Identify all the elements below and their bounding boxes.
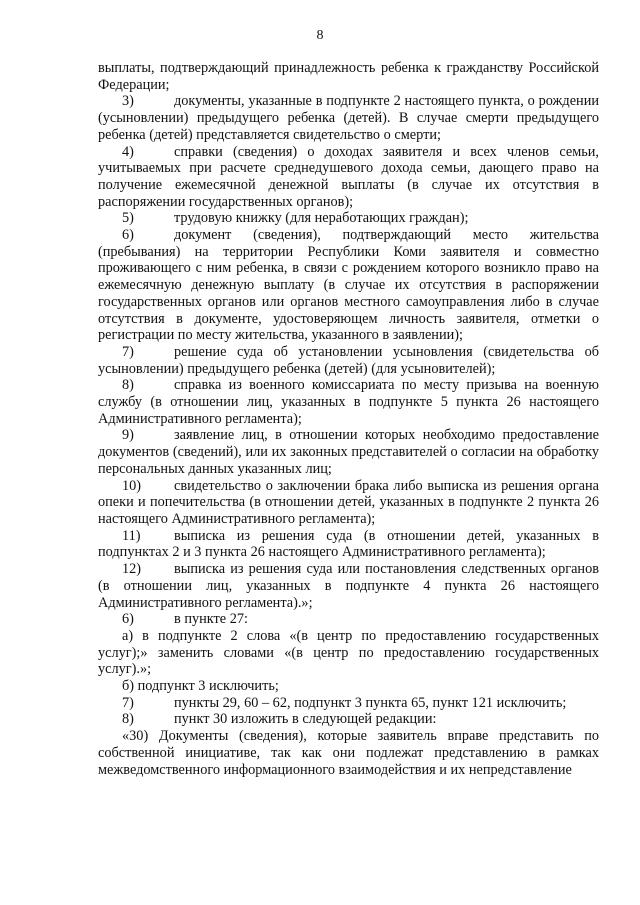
paragraph-item-4 [98,144,599,211]
page-number: 8 [316,28,324,43]
paragraph-item-7 [98,344,599,377]
paragraph-item-11 [98,528,599,561]
item-number: 11) [122,527,141,544]
paragraph-item-6-point-27 [98,611,599,628]
item-number: 7) [122,694,134,711]
paragraph-text: документ (сведения), подтверждающий место жительства (пребывания) на территории Республики Коми заявителя и совместно проживающего с ним ребенка, в связи с рождением которого возникло право на ежемесячную денежную выплату (в случае их отсутствия в распоряжении государственных органов или органов местного самоуправления либо в случае отсутствия в документе, удостоверяющем личность заявителя, отметки о регистрации по месту жительства, указанного в заявлении); [98,227,599,344]
paragraph-item-8 [98,377,599,427]
paragraph-quote-30 [98,728,599,778]
item-number: 9) [122,427,134,444]
paragraph-text: решение суда об установлении усыновления (свидетельства об усыновлении) предыдущего ребенка (детей) (для усыновителей); [98,343,599,377]
item-number: 8) [122,711,134,728]
paragraph-item-6 [98,227,599,344]
paragraph-item-5 [98,210,599,227]
paragraph-text: б) подпункт 3 исключить; [122,678,279,695]
paragraph-item-3 [98,93,599,143]
paragraph-text: документы, указанные в подпункте 2 настоящего пункта, о рождении (усыновлении) предыдущего ребенка (детей). В случае смерти предыдущего ребенка (детей) представляется свидетельство о смерти; [98,93,599,143]
paragraph-text: пункт 30 изложить в следующей редакции: [174,711,437,728]
item-number: 10) [122,477,142,494]
item-number: 3) [122,93,134,110]
item-number: 8) [122,377,134,394]
paragraph-text: выплаты, подтверждающий принадлежность ребенка к гражданству Российской Федерации; [98,60,599,93]
paragraph-item-10 [98,478,599,528]
paragraph-subitem-a [98,628,599,678]
document-body [98,60,599,778]
paragraph-item-9 [98,427,599,477]
paragraph-text: «30) Документы (сведения), которые заявитель вправе представить по собственной инициативе, так как они подлежат представлению в рамках межведомственного информационного взаимодействия и их непредставление [98,728,599,778]
paragraph-text: заявление лиц, в отношении которых необходимо предоставление документов (сведений), или их законных представителей о согласии на обработку персональных данных указанных лиц; [98,427,599,477]
paragraph-text: в пункте 27: [174,611,248,628]
item-number: 6) [122,227,134,244]
item-number: 6) [122,611,134,628]
item-number: 4) [122,143,134,160]
item-number: 5) [122,210,134,227]
item-number: 7) [122,343,134,360]
paragraph-text: справка из военного комиссариата по месту призыва на военную службу (в отношении лиц, указанных в подпункте 5 пункта 26 настоящего Административного регламента); [98,377,599,427]
paragraph-text: пункты 29, 60 – 62, подпункт 3 пункта 65, пункт 121 исключить; [174,694,567,711]
paragraph-subitem-b [98,678,599,695]
paragraph-text: выписка из решения суда (в отношении детей, указанных в подпунктах 2 и 3 пункта 26 настоящего Административного регламента); [98,527,599,561]
paragraph-item-8-edition [98,711,599,728]
paragraph-text: выписка из решения суда или постановления следственных органов (в отношении лиц, указанных в подпункте 4 пункта 26 настоящего Административного регламента).»; [98,561,599,611]
paragraph-text: справки (сведения) о доходах заявителя и всех членов семьи, учитываемых при расчете среднедушевого дохода семьи, дающего право на получение ежемесячной денежной выплаты (в случае их отсутствия в распоряжении государственных органов); [98,143,599,210]
paragraph-item-12 [98,561,599,611]
item-number: 12) [122,561,142,578]
paragraph-item-7-exclude [98,695,599,712]
paragraph-continuation [98,60,599,93]
paragraph-text: свидетельство о заключении брака либо выписка из решения органа опеки и попечительства (в отношении детей, указанных в подпункте 2 пункта 26 настоящего Административного регламента); [98,477,599,527]
paragraph-text: а) в подпункте 2 слова «(в центр по предоставлению государственных услуг);» заменить словами «(в центр по предоставлению государственных услуг).»; [98,627,599,678]
paragraph-text: трудовую книжку (для неработающих граждан); [174,210,469,227]
